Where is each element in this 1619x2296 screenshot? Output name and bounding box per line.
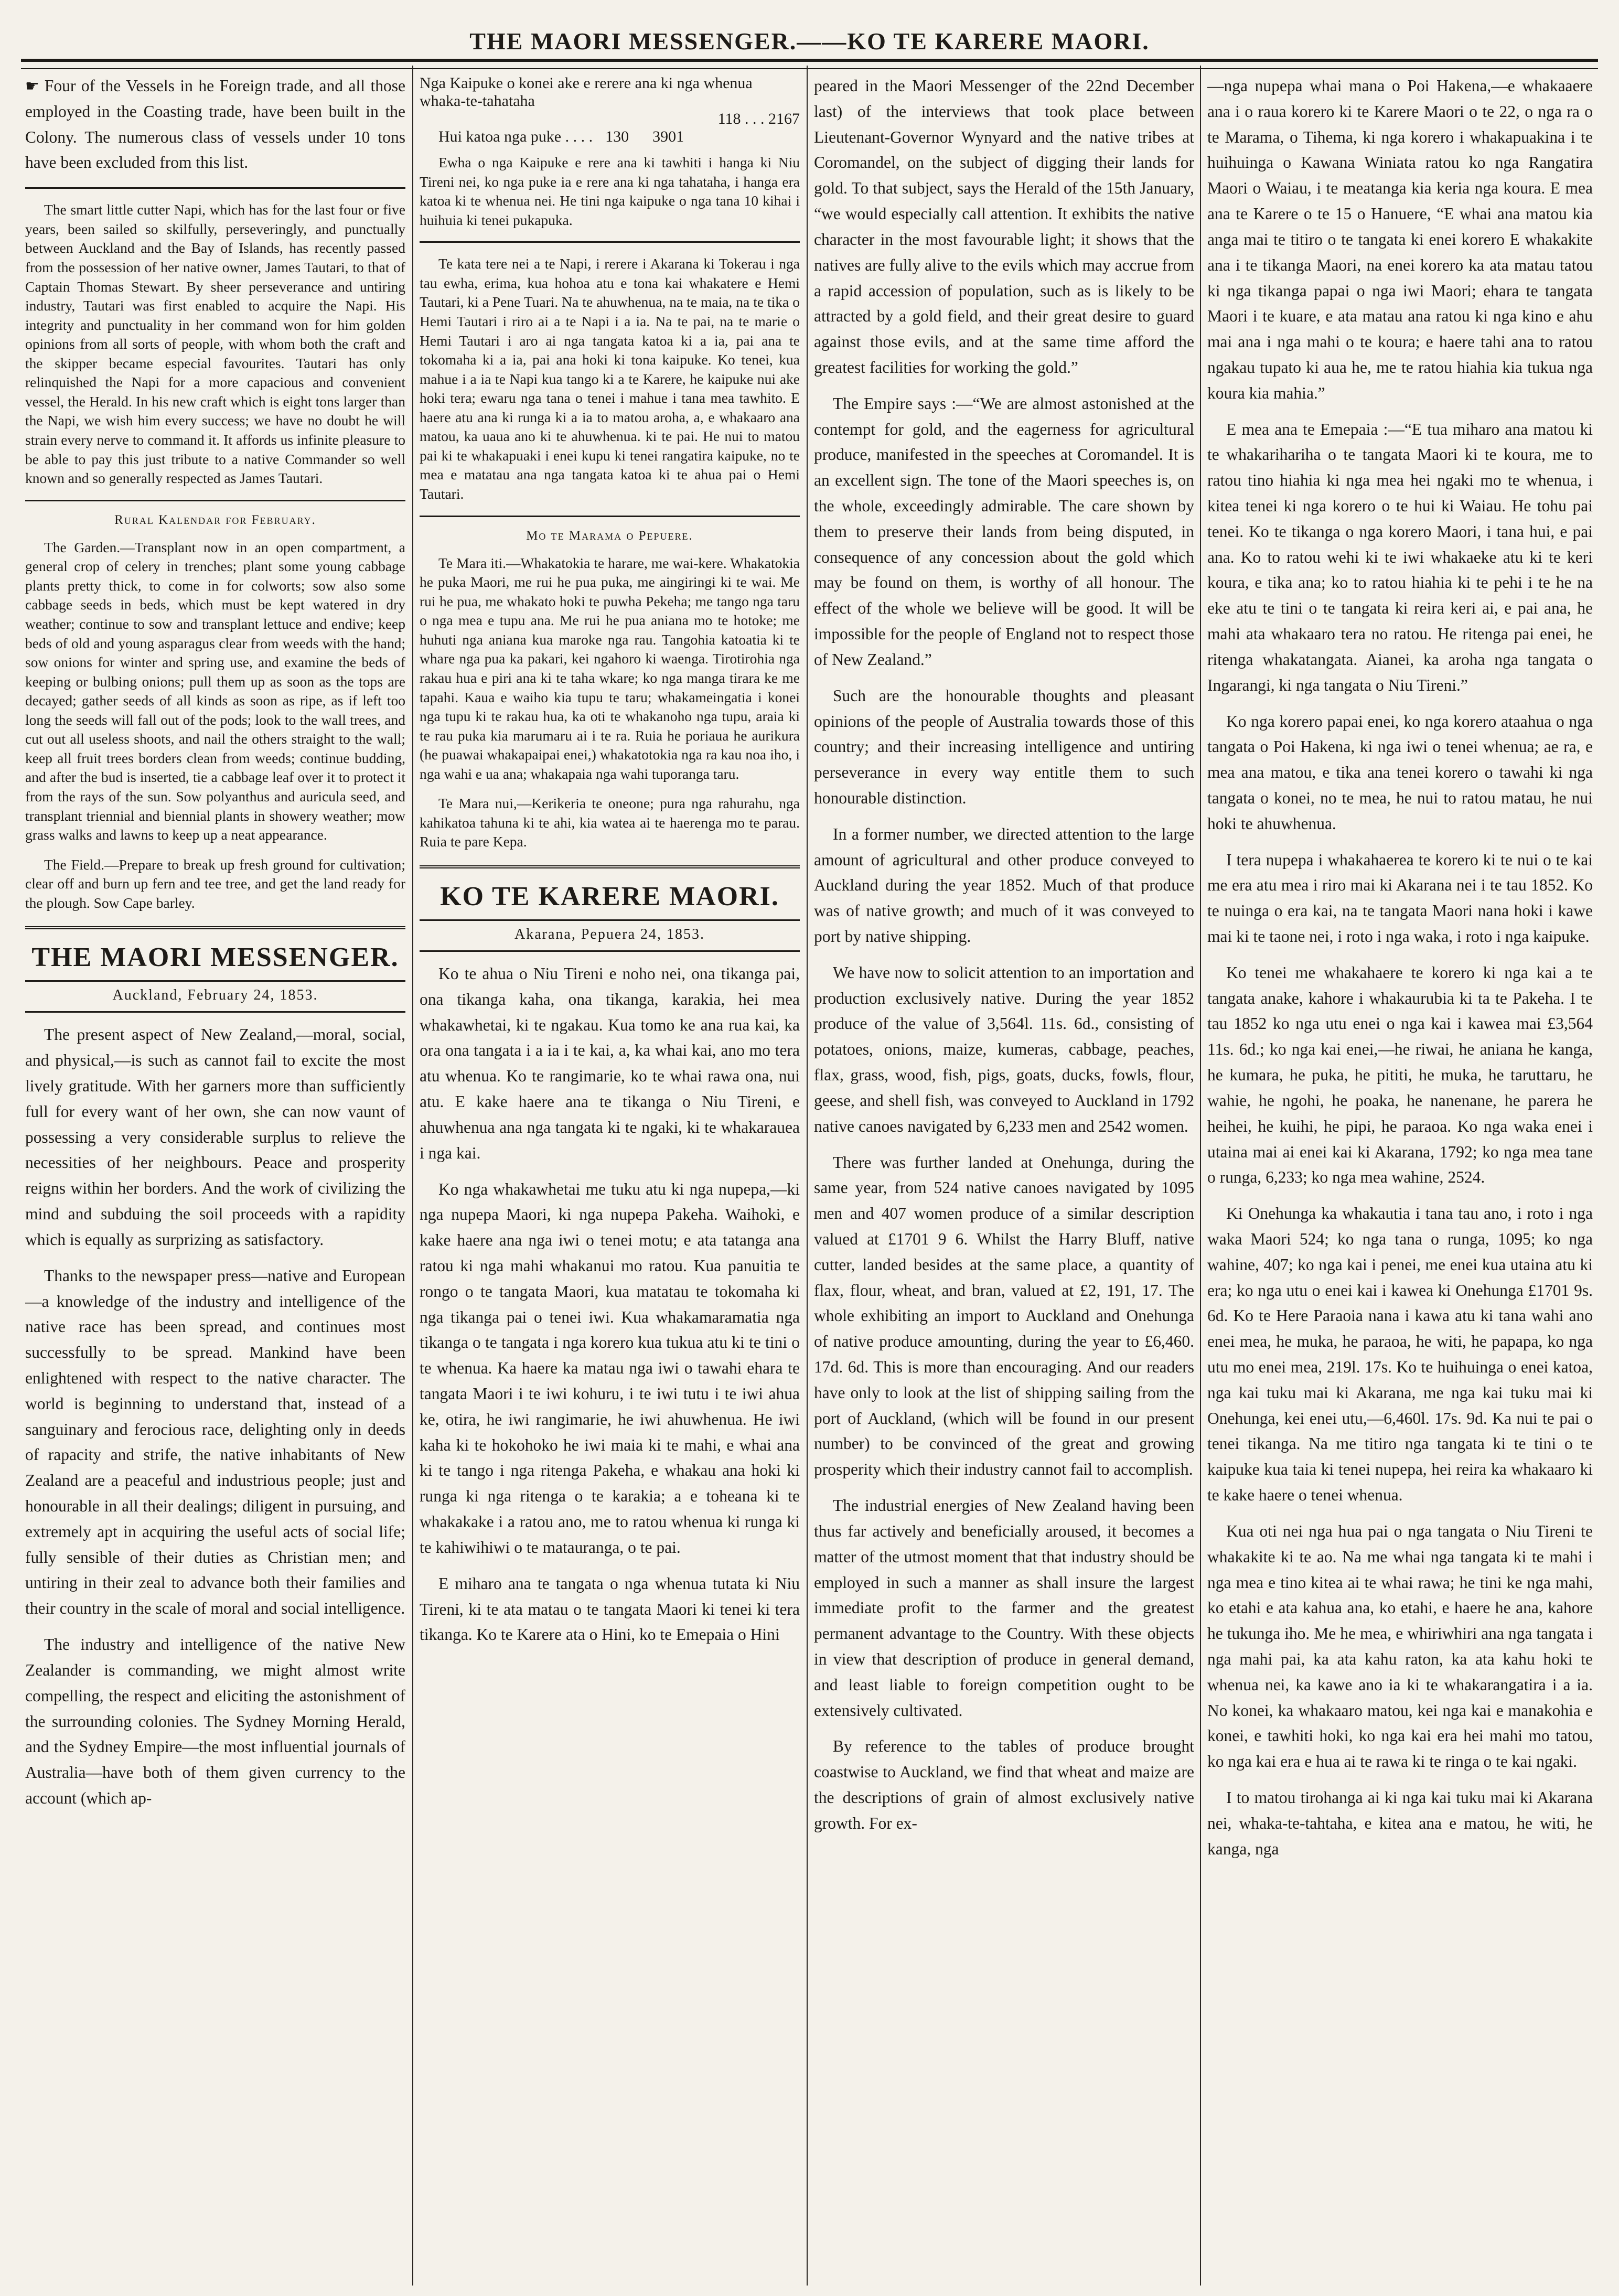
vessel-table-total-values: 130 3901 — [605, 128, 684, 145]
english-masthead: THE MAORI MESSENGER. — [31, 942, 399, 973]
article-paragraph: Such are the honourable thoughts and pleasant opinions of the people of Australia towards those of this country; and their increasing intelligence and untiring perseverance in every way entitle them to such honourable distinction. — [814, 686, 1194, 807]
header-rule — [21, 59, 1598, 69]
vessels-note-maori: Ewha o nga Kaipuke e rere ana ki tawhiti i hanga ki Niu Tireni nei, ko nga puke ia e rere ana ki nga tahataha, i hanga era katoa ki te whenua nei. He tini nga kaipuke o nga tana 10 kihai i huihuia ki tenei pukapuka. — [420, 154, 800, 228]
vessel-table-total-label: Hui katoa nga puke . . . . — [438, 128, 593, 145]
running-header: THE MAORI MESSENGER.——KO TE KARERE MAORI. — [469, 28, 1150, 55]
double-divider — [25, 926, 405, 929]
napi-article: The smart little cutter Napi, which has for the last four or five years, been sailed so skilfully, perseveringly, and punctually between Auckland and the Bay of Islands, has recently passed from the possession of her native owner, James Tautari, to that of Captain Thomas Stewart. By sheer perseverance and untiring industry, Tautari was first enabled to acquire the Napi. His integrity and punctuality in her command won for him golden opinions from all sorts of people, with whom both the craft and the skipper became especial favourites. Tautari has only relinquished the Napi for a more capacious and convenient vessel, the Herald. In his new craft which is eight tons larger than the Napi, we wish him every success; we have no doubt he will strain every nerve to command it. It affords us infinite pleasure to be able to pay this just tribute to a native Commander so well known and so generally respected as James Tautari. — [25, 201, 405, 487]
article-paragraph: peared in the Maori Messenger of the 22nd December last) of the interviews that took place between Lieutenant-Governor Wynyard and the native tribes at Coromandel, on the subject of digging their lands for gold. To that subject, says the Herald of the 15th January, “we would especially call attention. It exhibits the native character in the most favourable light; it shows that the natives are fully alive to the evils which may accrue from a rapid accession of population, such as is likely to be attracted by a gold field, and their great desire to guard against those evils, and at the same time afford the greatest facilities for working the gold.” — [814, 77, 1194, 377]
article-paragraph-maori: Kua oti nei nga hua pai o nga tangata o Niu Tireni te whakakite ki te ao. Na me whai nga tangata ki te mahi i nga mea e tino kitea ai te whai rawa; he tini ke nga mahi, ko etahi e ata kahua ana, ko etahi, e haere he ana, kahore he tukunga iho. Me he mea, e whiriwhiri ana nga tangata i nga mahi pai, ka ata kahu raton, ka ata kahu hoki te whenua nei, ka kawe ano ia ki te whakarangatira i a ia. No konei, ka whakaaro matou, kei nga kai e manakohia e konei, e tawhiti hoki, ko nga kai era hei mahi mo tatou, ko nga kai era e hua ai te rawa ki te ringa o te kai ngaki. — [1207, 1521, 1593, 1771]
column-3 — [814, 73, 1194, 2280]
article-paragraph-maori: Ko nga korero papai enei, ko nga korero ataahua o nga tangata o Poi Hakena, ki nga iwi o tenei whenua; ae ra, e mea ana matou, e tika ana tenei korero o tawahi ki nga tangata o konei, no te mea, he nui to ratou matau, he nui hoki te ahuwhenua. — [1207, 712, 1593, 833]
vessel-table — [420, 74, 800, 146]
divider — [25, 500, 405, 501]
maori-dateline: Akarana, Pepuera 24, 1853. — [420, 919, 800, 952]
divider — [420, 241, 800, 243]
column-4 — [1207, 73, 1593, 2280]
double-divider — [420, 865, 800, 868]
editorial-paragraph-maori: Ko nga whakawhetai me tuku atu ki nga nupepa,—ki nga nupepa Maori, ki nga nupepa Pakeha. Waihoki, e kake haere ana nga iwi o tenei motu; e ata tatanga ana ratou ki nga mahi whakanui mo ratou. Kua panuitia te rongo o te tangata Maori, kua matatau te tokomaha ki nga tikanga pai o tenei iwi. Kua whakamaramatia nga tikanga o te tangata i nga korero kua tukua atu ki te tini o te whenua. Ka haere ka matau nga iwi o tawahi ehara te tangata Maori i te iwi kohuru, i te iwi tutu i te iwi ahua ke, otira, he iwi rangimarie, he iwi ahuwhenua. He iwi kaha ki te hokohoko he iwi maia ki te mahi, e whai ana ki te tango i nga ritenga Pakeha, e whakau ana hoki ki runga ki nga ritenga o te karakia; a e toheana ki te whakakake i a ratou ano, me to ratou whenua ki runga ki te kahiwihiwi o te matauranga, o te pai. — [420, 1179, 800, 1557]
english-dateline: Auckland, February 24, 1853. — [25, 980, 405, 1013]
pointing-hand-icon: ☛ — [25, 78, 39, 95]
column-rule — [1200, 66, 1201, 2286]
mara-iti-paragraph: Te Mara iti.—Whakatokia te harare, me wai-kere. Whakatokia he puka Maori, me rui he pua puka, me aingiringi ki te wai. Me rui he pua, me whakato hoki te puwha Pekeha; me tango nga taru o nga mea e tupu ana. Me rui he pua aniana mo te hotoke; me huhuti nga aniana kua maroke nga rau. Tangohia katoatia ki te whare nga pua ka pakari, kei ngahoro ki waenga. Tirotirohia nga rakau hua e piri ana ki te taha wkare; ko nga manga tirara ke me tapahi. Kaua e waiho kia tupu te taru; whakameingatia i konei nga tupu ki te rakau hua, ka oti te whakanoho nga tupu, araia ki te rau puka kia marumaru ai i te ra. Ruia he poriaua he aurikura (he puawai whakapaipai enei,) whakatotokia nga ra kau noa iho, i nga wahi e ua ana; whakapaia nga wahi tuporanga taru. — [420, 554, 800, 782]
napi-article-maori: Te kata tere nei a te Napi, i rerere i Akarana ki Tokerau i nga tau ewha, erima, kua hohoa atu e tona kai whakatere e Hemi Tautari, ki a Pene Tuari. Na te ahuwhenua, na te maia, na te tika o Hemi Tautari i riro ai a te Napi i a ia. Na te pai, na te marie o Hemi Tautari i aro ai nga tangata katoa ki a ia, pai ana te tokomaha ki a ia, pai ana hoki ki tona kaipuke. Ko tenei, kua mahue i a ia te Napi kua tango ki a te Karere, he kaipuke nui ake hoki tera; ewaru nga tana o tenei i mahue i tana mea tawhito. E haere atu ana ki runga ki a ia to matou aroha, a, e whakaaro ana matou, ka uaua ano ki te ahuwhenua. ki te pai. He nui to matou pai ki te whakapuaki i enei kupu ki tenei rangatira kaipuke, no te mea e matatau ana nga tangata katoa ki te ahua pai o Hemi Tautari. — [420, 255, 800, 502]
column-rule — [807, 66, 808, 2286]
column-2 — [420, 73, 800, 2280]
article-paragraph-maori: Ko tenei me whakahaere te korero ki nga kai a te tangata anake, kahore i whakaurubia ki ta te Pakeha. I te tau 1852 ko nga utu enei o nga kai i kawea mai £3,564 11s. 6d.; ko nga kai enei,—he riwai, he aniana he kanga, he kumara, he puka, he pititi, he muka, he taruttaru, he wahie, he ngohi, he poaka, he nanenane, he parera he heihei, he kuihi, he pipi, he paraoa. Ko nga waka enei i utaina mai ai enei kai ki Akarana, 1792; ko nga mea tane o runga, 6,233; ko nga mea wahine, 2524. — [1207, 963, 1593, 1187]
editorial-paragraph-maori: E miharo ana te tangata o nga whenua tutata ki Niu Tireni, ki te ata matau o te tangata Maori ki tenei ki tera tikanga. Ko te Karere ata o Hini, ko te Emepaia o Hini — [420, 1574, 800, 1644]
vessel-table-intro: Nga Kaipuke o konei ake e rerere ana ki nga whenua whaka-te-tahataha — [420, 74, 753, 110]
vessels-note: ☛ Four of the Vessels in he Foreign trade, and all those employed in the Coasting trade, have been built in the Colony. The numerous class of vessels under 10 tons have been excluded from this list. — [25, 73, 405, 176]
maori-masthead: KO TE KARERE MAORI. — [440, 882, 779, 911]
article-paragraph-maori: Ki Onehunga ka whakautia i tana tau ano, i roto i nga waka Maori 524; ko nga tana o runga, 1095; ko nga wahine, 407; ko nga kai i penei, me enei kua utaina atu ki era; ko nga utu o enei kai i kawea ki Onehunga £1701 9s. 6d. Ko te Here Paraoia nana i kawa atu ki tana wahi ano enei mea, he muka, he paraoa, he witi, he papapa, ko nga utu mo enei mea, 219l. 17s. Ko te huihuinga o enei katoa, nga kai tuku mai ki Akarana, me nga kai tuku mai ki Onehunga, kei enei utu,—6,460l. 17s. 9d. Ka nui te pai o tenei tikanga. Na me titiro nga tangata ki te tini o te kaipuke kua taia ki tenei nupepa, hei reira ka whakaaro ki te kake haere o tenei whenua. — [1207, 1204, 1593, 1505]
editorial-paragraph: The industry and intelligence of the native New Zealander is commanding, we might almost write compelling, the respect and eliciting the astonishment of the surrounding colonies. The Sydney Morning Herald, and the Sydney Empire—the most influential journals of Australia—have both of them given currency to the account (which ap- — [25, 1635, 405, 1807]
article-paragraph: The industrial energies of New Zealand having been thus far actively and beneficially aroused, it becomes a matter of the utmost moment that that industry should be employed in such a manner as shall insure the largest immediate profit to the farmer and the greatest permanent advantage to the Country. With these objects in view that description of produce in general demand, and least liable to foreign competition ought to be extensively cultivated. — [814, 1496, 1194, 1720]
garden-paragraph: The Garden.—Transplant now in an open compartment, a general crop of celery in trenches; plant some young cabbage plants pretty thick, to come in for colworts; sow also some cabbage seeds in beds, which must be kept watered in dry weather; continue to sow and transplant lettuce and endive; keep beds of old and young asparagus clear from weeds with the hand; sow onions for winter and spring use, and examine the beds of keeping or bulbing onions; pull them up as soon as the tops are decayed; gather seeds of all kinds as soon as ripe, as if left too long the seeds will fall out of the pods; look to the wall trees, and cut out all useless shoots, and nail the others straight to the wall; keep all fruit trees borders clean from weeds; continue budding, and after the bud is inserted, tie a cabbage leaf over it to protect it from the rays of the sun. Sow polyanthus and auricula seed, and transplant triennial and biennial plants in showery weather; mow grass walks and lawns to keep up a neat appearance. — [25, 539, 405, 843]
divider — [420, 516, 800, 517]
field-paragraph: The Field.—Prepare to break up fresh ground for cultivation; clear off and burn up fern and tee tree, and get the land ready for the plough. Sow Cape barley. — [25, 856, 405, 911]
vessel-table-row-values: 118 . . . 2167 — [717, 110, 800, 127]
article-paragraph: The Empire says :—“We are almost astonished at the contempt for gold, and the eagerness for agricultural produce, manifested in the speeches at Coromandel. It is an excellent sign. The tone of the Maori speeches is, on the whole, exceedingly admirable. The care shown by them to preserve their lands from being disputed, in consequence of any concession about the gold which may be found on them, is worthy of all honour. The effect of the whole we believe will be good. It will be impossible for the people of England not to respect those of New Zealand.” — [814, 394, 1194, 669]
month-heading: Mo te Marama o Pepuere. — [526, 528, 693, 543]
rural-kalendar-heading: Rural Kalendar for February. — [114, 512, 316, 527]
editorial-paragraph-maori: Ko te ahua o Niu Tireni e noho nei, ona tikanga pai, ona tikanga kaha, ona tikanga, karakia, hei mea whakawhetai, ki te ngakau. Kua tomo ke ana rua kai, ka ora ona tangata i a ia i te kai, a, ka whai kai, ano mo tera atu whenua. Ko te rangimarie, ko te whai rawa ona, nui atu. E kake haere ana te tikanga o Niu Tireni, e ahuwhenua ana nga tangata ki te ngaki, ki te whakarauea i nga kai. — [420, 964, 800, 1162]
mara-nui-paragraph: Te Mara nui,—Kerikeria te oneone; pura nga rahurahu, nga kahikatoa tahuna ki te ahi, kia watea ai te haerenga mo te parau. Ruia te pare Kepa. — [420, 795, 800, 850]
article-paragraph-maori: E mea ana te Emepaia :—“E tua miharo ana matou ki te whakarihariha o te tangata Maori ki te koura, me to ratou tino hiahia ki nga mea hei ngaki mo te whenua, i kitea tenei ki nga korero o te hui ki Waiau. He tohu pai tenei. Ko te tikanga o nga korero Maori, i tana hui, e pai ana. Ko to ratou wehi ki te iwi whakaeke atu ki te keri koura, e tika ana; ko to ratou hiahia ki te pehi i te he na eke atu te tini o te tangata ki reira keri ai, e pai ana, he mahi ata whakaaro tera no ratou. He ritenga pai enei, he ritenga whakatangata. Aianei, ka aroha nga tangata o Ingarangi, ki nga tangata o Niu Tireni.” — [1207, 420, 1593, 694]
article-paragraph-maori: I to matou tirohanga ai ki nga kai tuku mai ki Akarana nei, whaka-te-tahtaha, e kitea ana e matou, he witi, he kanga, nga — [1207, 1788, 1593, 1858]
article-paragraph: In a former number, we directed attention to the large amount of agricultural and other produce conveyed to Auckland during the year 1852. Much of that produce was of native growth; and much of it was conveyed to port by native shipping. — [814, 824, 1194, 946]
article-paragraph: By reference to the tables of produce brought coastwise to Auckland, we find that wheat and maize are the descriptions of grain of almost exclusively native growth. For ex- — [814, 1737, 1194, 1832]
column-rule — [412, 66, 413, 2286]
article-paragraph: There was further landed at Onehunga, during the same year, from 524 native canoes navigated by 1095 men and 407 women produce of a similar description valued at £1701 9 6. Whilst the Harry Bluff, native cutter, landed besides at the same place, a quantity of flax, flour, wheat, and bran, valued at £2, 191, 17. The whole exhibiting an import to Auckland and Onehunga of native produce amounting, during the year to £6,460. 17d. 6d. This is more than encouraging. And our readers have only to look at the list of shipping sailing from the port of Auckland, (which will be found in our present number) to be convinced of the great and growing prosperity which their industry cannot fail to accomplish. — [814, 1153, 1194, 1479]
article-paragraph: We have now to solicit attention to an importation and production exclusively native. During the year 1852 produce of the value of 3,564l. 11s. 6d., consisting of potatoes, onions, maize, kumeras, cabbage, peaches, flax, grass, wood, fish, pigs, goats, ducks, fowls, flour, geese, and shell fish, was conveyed to Auckland in 1792 native canoes navigated by 6,233 men and 2542 women. — [814, 963, 1194, 1135]
divider — [25, 187, 405, 189]
article-paragraph-maori: I tera nupepa i whakahaerea te korero ki te nui o te kai me era atu mea i riro mai ki Akarana nei i te tau 1852. Ko te nuinga o era kai, na te tangata Maori nana hoki i kawe mai ki te taone nei, i roto i nga waka, i roto i nga kaipuke. — [1207, 850, 1593, 946]
article-paragraph-maori: —nga nupepa whai mana o Poi Hakena,—e whakaaere ana i o raua korero ki te Karere Maori o te 22, o nga ra o te Marama, o Tihema, ki nga korero i whakapuakina i te huihuinga o Kawana Winiata ratou ko nga Rangatira Maori o Waiau, i te meatanga kia keria nga koura. E mea ana te Karere o te 15 o Hanuere, “E whai ana matou kia anga mai te titiro o te tangata ki enei korero E whakakite ana i te tikanga Maori, na enei korero ka ata matau tatou ki nga tikanga papai o nga iwi Maori; ehara te tangata Maori i te kuare, e ata matau ana ratou ki nga kino e ahu mai ana i nga mahi o te koura; e haere tahi ana to ratou ngakau tupato ki aua he, me te ratou hiahia kia tukua nga koura kia mahia.” — [1207, 77, 1593, 402]
editorial-paragraph: The present aspect of New Zealand,—moral, social, and physical,—is such as cannot fail to excite the most lively gratitude. With her garners more than sufficiently full for every want of her own, she can now vaunt of possessing a very considerable surplus to relieve the necessities of her neighbours. Peace and prosperity reigns within her borders. And the work of civilizing the mind and subduing the soil proceeds with a rapidity which is equally as surprizing as satisfactory. — [25, 1025, 405, 1249]
column-1 — [25, 73, 405, 2280]
editorial-paragraph: Thanks to the newspaper press—native and European—a knowledge of the industry and intelligence of the native race has been spread, and continues most successfully to be spread. Mankind have been enlightened with respect to the native character. The world is beginning to understand that, instead of a sanguinary and ferocious race, delighting only in deeds of rapacity and strife, the native inhabitants of New Zealand are a peaceful and industrious people; just and honourable in all their dealings; diligent in pursuing, and extremely apt in acquiring the useful acts of social life; fully sensible of their duties as Christian men; and untiring in their zeal to advance both their families and their country in the scale of moral and social intelligence. — [25, 1266, 405, 1618]
